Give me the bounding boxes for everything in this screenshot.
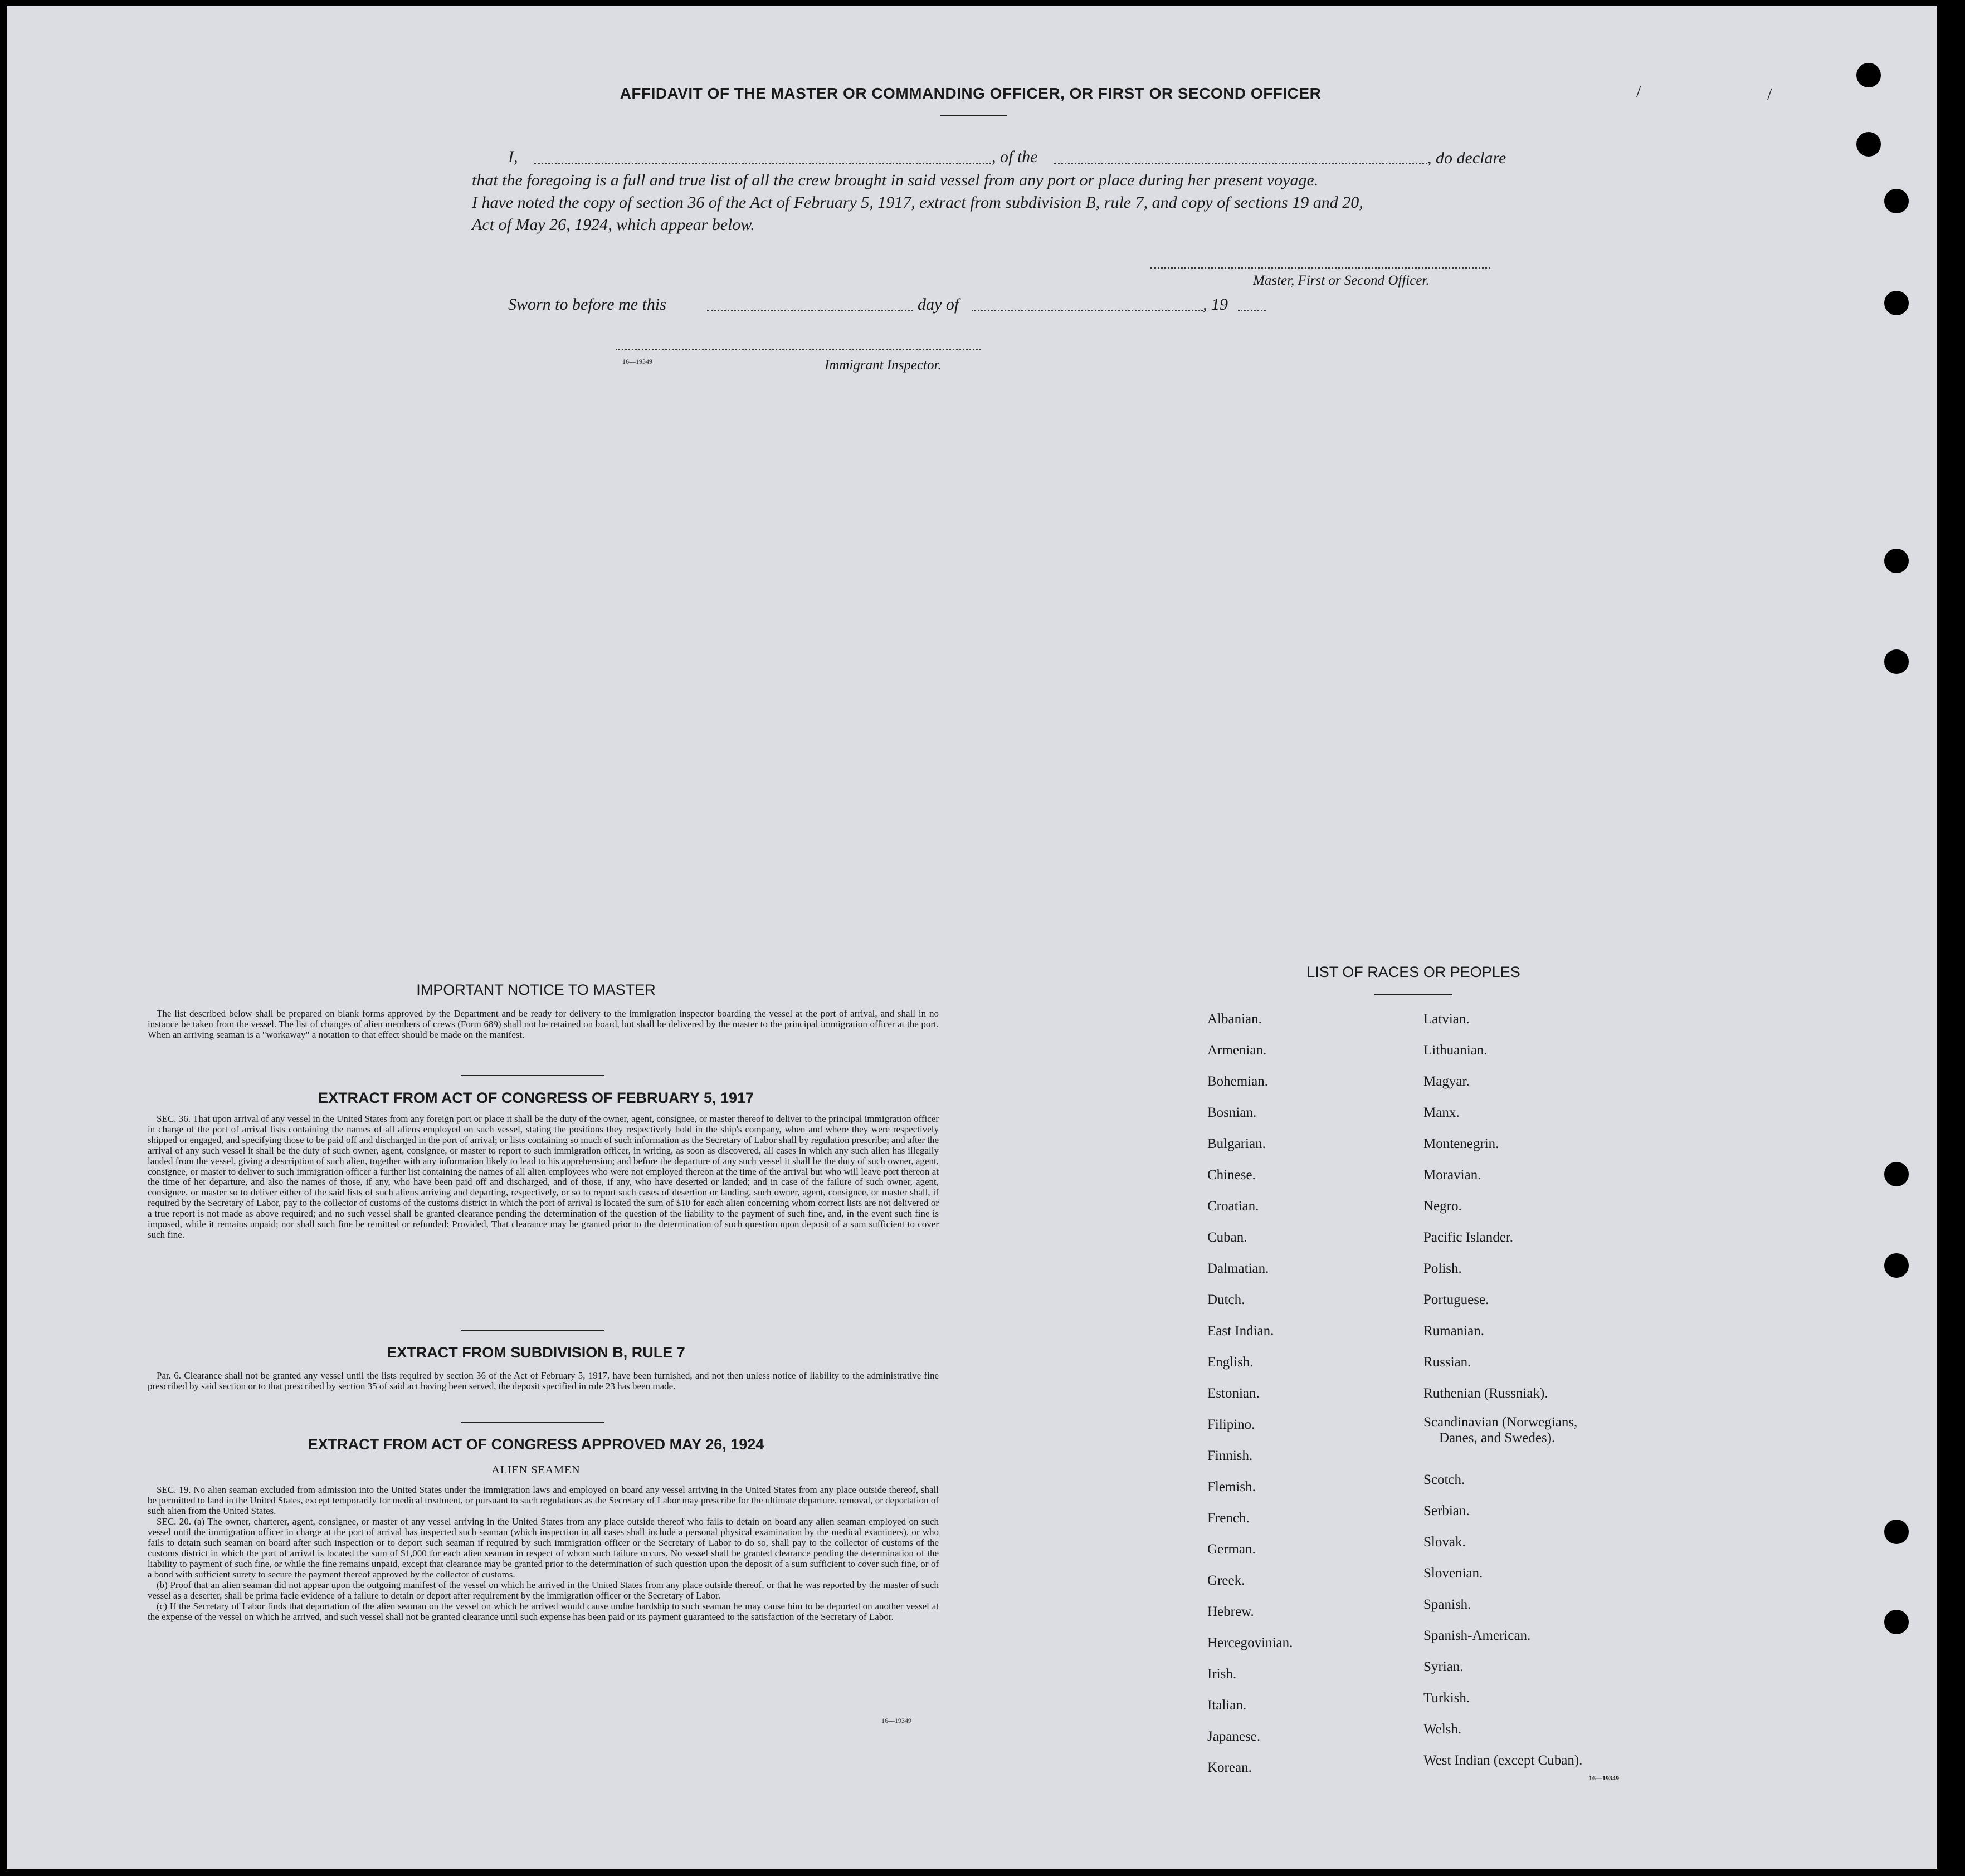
race-item: Magyar.: [1423, 1074, 1470, 1089]
margin-mark: /: [1636, 82, 1641, 101]
races-title: LIST OF RACES OR PEOPLES: [1306, 964, 1520, 980]
race-item: Russian.: [1423, 1355, 1471, 1370]
race-item: Negro.: [1423, 1199, 1462, 1214]
sec-20a-text: SEC. 20. (a) The owner, charterer, agent, consignee, or master of any vessel arriving in the United States from any place outside thereof who fails to detain on board any alien seaman employed on such vessel until the immigration officer in charge at the port of arrival has inspected such seaman (which inspection in all cases shall include a personal physical examination by the medical examiners), or who fails to detain such seaman on board after such inspection or to deport such seaman if required by such immigration officer or the Secretary of Labor to do so, shall pay to the collector of customs of the customs district in which the port of arrival is located the sum of $1,000 for each alien seaman in respect of whom such failure occurs. No vessel shall be granted clearance pending the determination of the liability to payment of such fine, or while the fine remains unpaid, except that clearance may be granted prior to the determination of such question upon the deposit of a sum sufficient to cover such fine, or of a bond with sufficient surety to secure the payment thereof approved by the collector of customs.: [148, 1516, 939, 1580]
race-item: German.: [1207, 1542, 1256, 1557]
punch-hole: [1884, 549, 1909, 573]
extract-1924-subtitle: ALIEN SEAMEN: [491, 1464, 581, 1476]
section-divider: [461, 1075, 604, 1076]
race-item: Ruthenian (Russniak).: [1423, 1386, 1548, 1401]
i-label: I,: [508, 148, 518, 166]
race-item: Japanese.: [1207, 1729, 1261, 1744]
affidavit-line-3: I have noted the copy of section 36 of the Act of February 5, 1917, extract from subdivision B, rule 7, and copy of sections 19 and 20,: [472, 193, 1363, 212]
affidavit-title: AFFIDAVIT OF THE MASTER OR COMMANDING OFFICER, OR FIRST OR SECOND OFFICER: [620, 85, 1322, 102]
do-declare-label: , do declare: [1427, 149, 1506, 167]
race-item: Filipino.: [1207, 1417, 1255, 1432]
races-form-number: 16—19349: [1589, 1774, 1619, 1782]
punch-hole: [1884, 1162, 1909, 1186]
race-item: Greek.: [1207, 1573, 1245, 1588]
race-item: Bohemian.: [1207, 1074, 1269, 1089]
race-item: Bosnian.: [1207, 1105, 1257, 1120]
race-item: Armenian.: [1207, 1043, 1267, 1058]
sworn-month-line: [972, 310, 1203, 311]
race-item: Spanish.: [1423, 1597, 1471, 1612]
punch-hole: [1884, 649, 1909, 674]
race-item: Manx.: [1423, 1105, 1460, 1120]
race-item: Latvian.: [1423, 1012, 1470, 1027]
affidavit-form-number: 16—19349: [622, 358, 652, 365]
affidavit-line-4: Act of May 26, 1924, which appear below.: [472, 216, 755, 234]
race-item: Polish.: [1423, 1261, 1462, 1276]
race-item: Korean.: [1207, 1760, 1252, 1775]
sec-20b-text: (b) Proof that an alien seaman did not appear upon the outgoing manifest of the vessel on which he arrived in the United States from any place outside thereof, or that he was reported by the master of such vessel as a deserter, shall be prima facie evidence of a failure to detain or deport after requirement by the immigration officer or the Secretary of Labor.: [148, 1580, 939, 1601]
notice-body: The list described below shall be prepared on blank forms approved by the Department and be ready for delivery to the immigration inspector boarding the vessel at the port of arrival, and shall in no instance be taken from the vessel. The list of changes of alien members of crews (Form 689) shall not be retained on board, but shall be delivered by the master to the principal immigration officer at the port. When an arriving seaman is a "workaway" a notation to that effect should be made on the manifest.: [148, 1008, 939, 1040]
year-label: , 19: [1203, 295, 1228, 314]
race-item: English.: [1207, 1355, 1254, 1370]
punch-hole: [1884, 291, 1909, 315]
race-item: West Indian (except Cuban).: [1423, 1753, 1583, 1768]
punch-hole: [1856, 63, 1881, 87]
extract-1924-title: EXTRACT FROM ACT OF CONGRESS APPROVED MAY 26, 1924: [308, 1436, 764, 1453]
race-item: Hercegovinian.: [1207, 1635, 1293, 1650]
races-left-column: [1207, 1004, 1293, 1784]
race-item: Dutch.: [1207, 1292, 1245, 1307]
rule7-title: EXTRACT FROM SUBDIVISION B, RULE 7: [387, 1344, 685, 1361]
race-item: Italian.: [1207, 1698, 1247, 1713]
form-sheet: [7, 6, 1937, 1869]
notice-title: IMPORTANT NOTICE TO MASTER: [416, 981, 656, 998]
race-item: Slovenian.: [1423, 1566, 1483, 1581]
race-item: Syrian.: [1423, 1659, 1464, 1674]
race-item: Montenegrin.: [1423, 1136, 1499, 1151]
scandinavian-line-1: Scandinavian (Norwegians,: [1423, 1415, 1578, 1430]
punch-hole: [1884, 189, 1909, 213]
inspector-signature-line: [616, 349, 981, 350]
vessel-name-line: [1054, 163, 1427, 164]
race-item: French.: [1207, 1511, 1250, 1526]
race-item: Slovak.: [1423, 1535, 1466, 1550]
section-divider: [461, 1330, 604, 1331]
race-item: Albanian.: [1207, 1012, 1262, 1027]
race-item: Hebrew.: [1207, 1604, 1254, 1619]
scandinavian-line-2: Danes, and Swedes).: [1439, 1430, 1556, 1445]
race-item: Croatian.: [1207, 1199, 1259, 1214]
section-divider: [461, 1422, 604, 1423]
sworn-year-line: [1238, 310, 1266, 311]
race-item: Flemish.: [1207, 1479, 1256, 1494]
master-name-line: [534, 163, 991, 164]
punch-hole: [1884, 1253, 1909, 1278]
race-item: Chinese.: [1207, 1167, 1256, 1183]
affidavit-line-2: that the foregoing is a full and true list of all the crew brought in said vessel from any port or place during her present voyage.: [472, 171, 1319, 189]
extract-1917-title: EXTRACT FROM ACT OF CONGRESS OF FEBRUARY 5, 1917: [318, 1090, 754, 1106]
extract-1924-body: [148, 1484, 939, 1622]
master-signature-line: [1150, 267, 1490, 269]
punch-hole: [1884, 1520, 1909, 1544]
extract-1917-body: SEC. 36. That upon arrival of any vessel in the United States from any foreign port or place it shall be the duty of the owner, agent, consignee, or master thereof to deliver to the principal immigration officer in charge of the port of arrival lists containing the names of all aliens employed on such vessel, stating the positions they respectively hold in the ship's company, when and where they were respectively shipped or engaged, and specifying those to be paid off and discharged in the port of arrival; or lists containing so much of such information as the Secretary of Labor shall by regulation prescribe; and after the arrival of any such vessel it shall be the duty of such owner, agent, consignee, or master to report to such immigration officer, in writing, as soon as discovered, all cases in which any such alien has illegally landed from the vessel, giving a description of such alien, together with any information likely to lead to his apprehension; and before the departure of any such vessel it shall be the duty of such owner, agent, consignee, or master to deliver to such immigration officer a further list containing the names of all alien employees who were not employed thereon at the time of the arrival but who will leave port thereon at the time of her departure, and also the names of those, if any, who have been paid off and discharged, and of those, if any, who have deserted or landed; and in case of the failure of such owner, agent, consignee, or master so to deliver either of the said lists of such aliens arriving and departing, respectively, or so to report such cases of desertion or landing, such owner, agent, consignee, or master shall, if required by the Secretary of Labor, pay to the collector of customs of the customs district in which the port of arrival is located the sum of $10 for each alien concerning whom correct lists are not delivered or a true report is not made as above required; and no such vessel shall be granted clearance pending the determination of the question of the liability to the payment of such fine, and, in the event such fine is imposed, while it remains unpaid; nor shall such fine be remitted or refunded: Provided, That clearance may be granted prior to the determination of such question upon deposit of a sum sufficient to cover such fine.: [148, 1113, 939, 1240]
sworn-day-line: [707, 310, 913, 311]
title-divider: [940, 115, 1007, 116]
master-signature-label: Master, First or Second Officer.: [1253, 273, 1430, 288]
race-item: Estonian.: [1207, 1386, 1260, 1401]
races-divider: [1374, 994, 1452, 995]
sworn-label: Sworn to before me this: [508, 295, 666, 314]
race-item: Spanish-American.: [1423, 1628, 1531, 1643]
race-item: Moravian.: [1423, 1167, 1481, 1183]
of-the-label: , of the: [992, 148, 1038, 166]
race-item: Welsh.: [1423, 1722, 1462, 1737]
race-item: Pacific Islander.: [1423, 1230, 1514, 1245]
rule7-body: Par. 6. Clearance shall not be granted any vessel until the lists required by section 36 of the Act of February 5, 1917, have been furnished, and not then unless notice of liability to the administrative fine prescribed by said section or to that prescribed by section 35 of said act having been served, the deposit specified in rule 23 has been made.: [148, 1370, 939, 1391]
race-item-scandinavian: [1423, 1409, 1582, 1464]
race-item: Bulgarian.: [1207, 1136, 1266, 1151]
punch-hole: [1856, 132, 1881, 157]
races-right-column: [1423, 1004, 1582, 1776]
race-item: Irish.: [1207, 1667, 1237, 1682]
race-item: Scotch.: [1423, 1472, 1465, 1487]
race-item: Lithuanian.: [1423, 1043, 1488, 1058]
race-item: Cuban.: [1207, 1230, 1247, 1245]
race-item: Serbian.: [1423, 1503, 1470, 1518]
extract-form-number: 16—19349: [881, 1717, 911, 1724]
margin-mark: /: [1767, 85, 1772, 104]
race-item: Rumanian.: [1423, 1323, 1485, 1338]
race-item: Finnish.: [1207, 1448, 1253, 1463]
day-of-label: day of: [918, 295, 959, 314]
race-item: Portuguese.: [1423, 1292, 1489, 1307]
race-item: East Indian.: [1207, 1323, 1274, 1338]
inspector-label: Immigrant Inspector.: [825, 358, 942, 373]
sec-20c-text: (c) If the Secretary of Labor finds that deportation of the alien seaman on the vessel on which he arrived would cause undue hardship to such seaman he may cause him to be deported on another vessel at the expense of the vessel on which he arrived, and such vessel shall not be granted clearance until such expense has been paid or its payment guaranteed to the satisfaction of the Secretary of Labor.: [148, 1601, 939, 1622]
sec-19-text: SEC. 19. No alien seaman excluded from admission into the United States under the immigration laws and employed on board any vessel arriving in the United States from any place outside thereof, shall be permitted to land in the United States, except temporarily for medical treatment, or pursuant to such regulations as the Secretary of Labor may prescribe for the ultimate departure, removal, or deportation of such alien from the United States.: [148, 1484, 939, 1516]
race-item: Turkish.: [1423, 1691, 1470, 1706]
race-item: Dalmatian.: [1207, 1261, 1269, 1276]
punch-hole: [1884, 1610, 1909, 1634]
